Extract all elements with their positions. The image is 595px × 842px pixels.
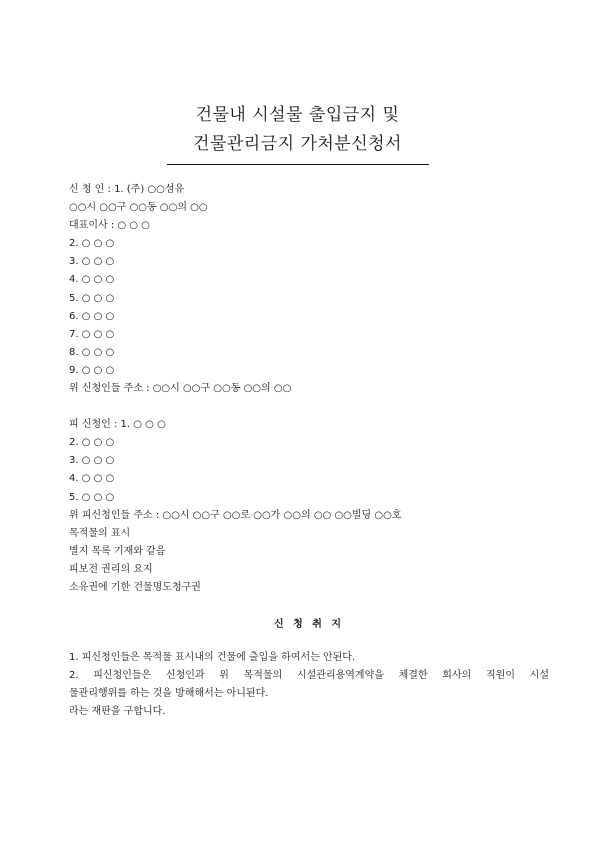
title-underline: [167, 164, 429, 166]
purpose-heading: 신 청 취 지: [273, 619, 345, 631]
purpose-item-2-line-1: 2. 피신청인들은 신청인과 위 목적물의 시설관리용역계약을 체결한 회사의 직원이 시설: [69, 670, 549, 682]
purpose-closing: 라는 재판을 구합니다.: [69, 706, 166, 718]
document-body: [69, 181, 549, 721]
respondent-line: 3. ○ ○ ○: [69, 455, 115, 467]
applicant-line: 6. ○ ○ ○: [69, 310, 115, 322]
applicant-line: 8. ○ ○ ○: [69, 346, 115, 358]
applicant-line: 2. ○ ○ ○: [69, 238, 115, 250]
respondent-section: [69, 416, 549, 597]
respondent-line: 5. ○ ○ ○: [69, 491, 115, 503]
preserved-right-heading: 피보전 권리의 요지: [69, 563, 153, 575]
purpose-section: [69, 649, 549, 721]
purpose-item-1: 1. 피신청인들은 목적물 표시내의 건물에 출입을 하여서는 안된다.: [69, 652, 356, 664]
applicant-address: 위 신청인들 주소 : ○○시 ○○구 ○○동 ○○의 ○○: [69, 383, 292, 395]
applicant-line: 7. ○ ○ ○: [69, 328, 115, 340]
title-line-1: 건물내 시설물 출입금지 및: [195, 105, 400, 125]
respondent-line: 2. ○ ○ ○: [69, 437, 115, 449]
applicant-line: 대표이사 : ○ ○ ○: [69, 220, 150, 232]
title-line-2: 건물관리금지 가처분신청서: [193, 134, 402, 154]
applicant-line: 3. ○ ○ ○: [69, 256, 115, 268]
preserved-right-description: 소유권에 기한 건물명도청구권: [69, 581, 201, 593]
applicant-section: [69, 181, 549, 398]
applicant-line: ○○시 ○○구 ○○동 ○○의 ○○: [69, 202, 208, 214]
applicant-line: 9. ○ ○ ○: [69, 364, 115, 376]
respondent-line: 피 신청인 : 1. ○ ○ ○: [69, 419, 166, 431]
purpose-item-2-line-2: 물관리행위를 하는 것을 방해해서는 아니된다.: [69, 688, 269, 700]
applicant-line: 4. ○ ○ ○: [69, 274, 115, 286]
object-heading: 목적물의 표시: [69, 527, 131, 539]
document-title: [0, 101, 595, 166]
respondent-line: 4. ○ ○ ○: [69, 473, 115, 485]
respondent-address: 위 피신청인들 주소 : ○○시 ○○구 ○○로 ○○가 ○○의 ○○ ○○빌딩 ○○호: [69, 509, 402, 521]
section-spacer: [69, 398, 549, 416]
applicant-line: 5. ○ ○ ○: [69, 292, 115, 304]
applicant-line: 신 청 인 : 1. (주) ○○섬유: [69, 184, 185, 195]
object-description: 별지 목록 기재와 같음: [69, 545, 166, 557]
